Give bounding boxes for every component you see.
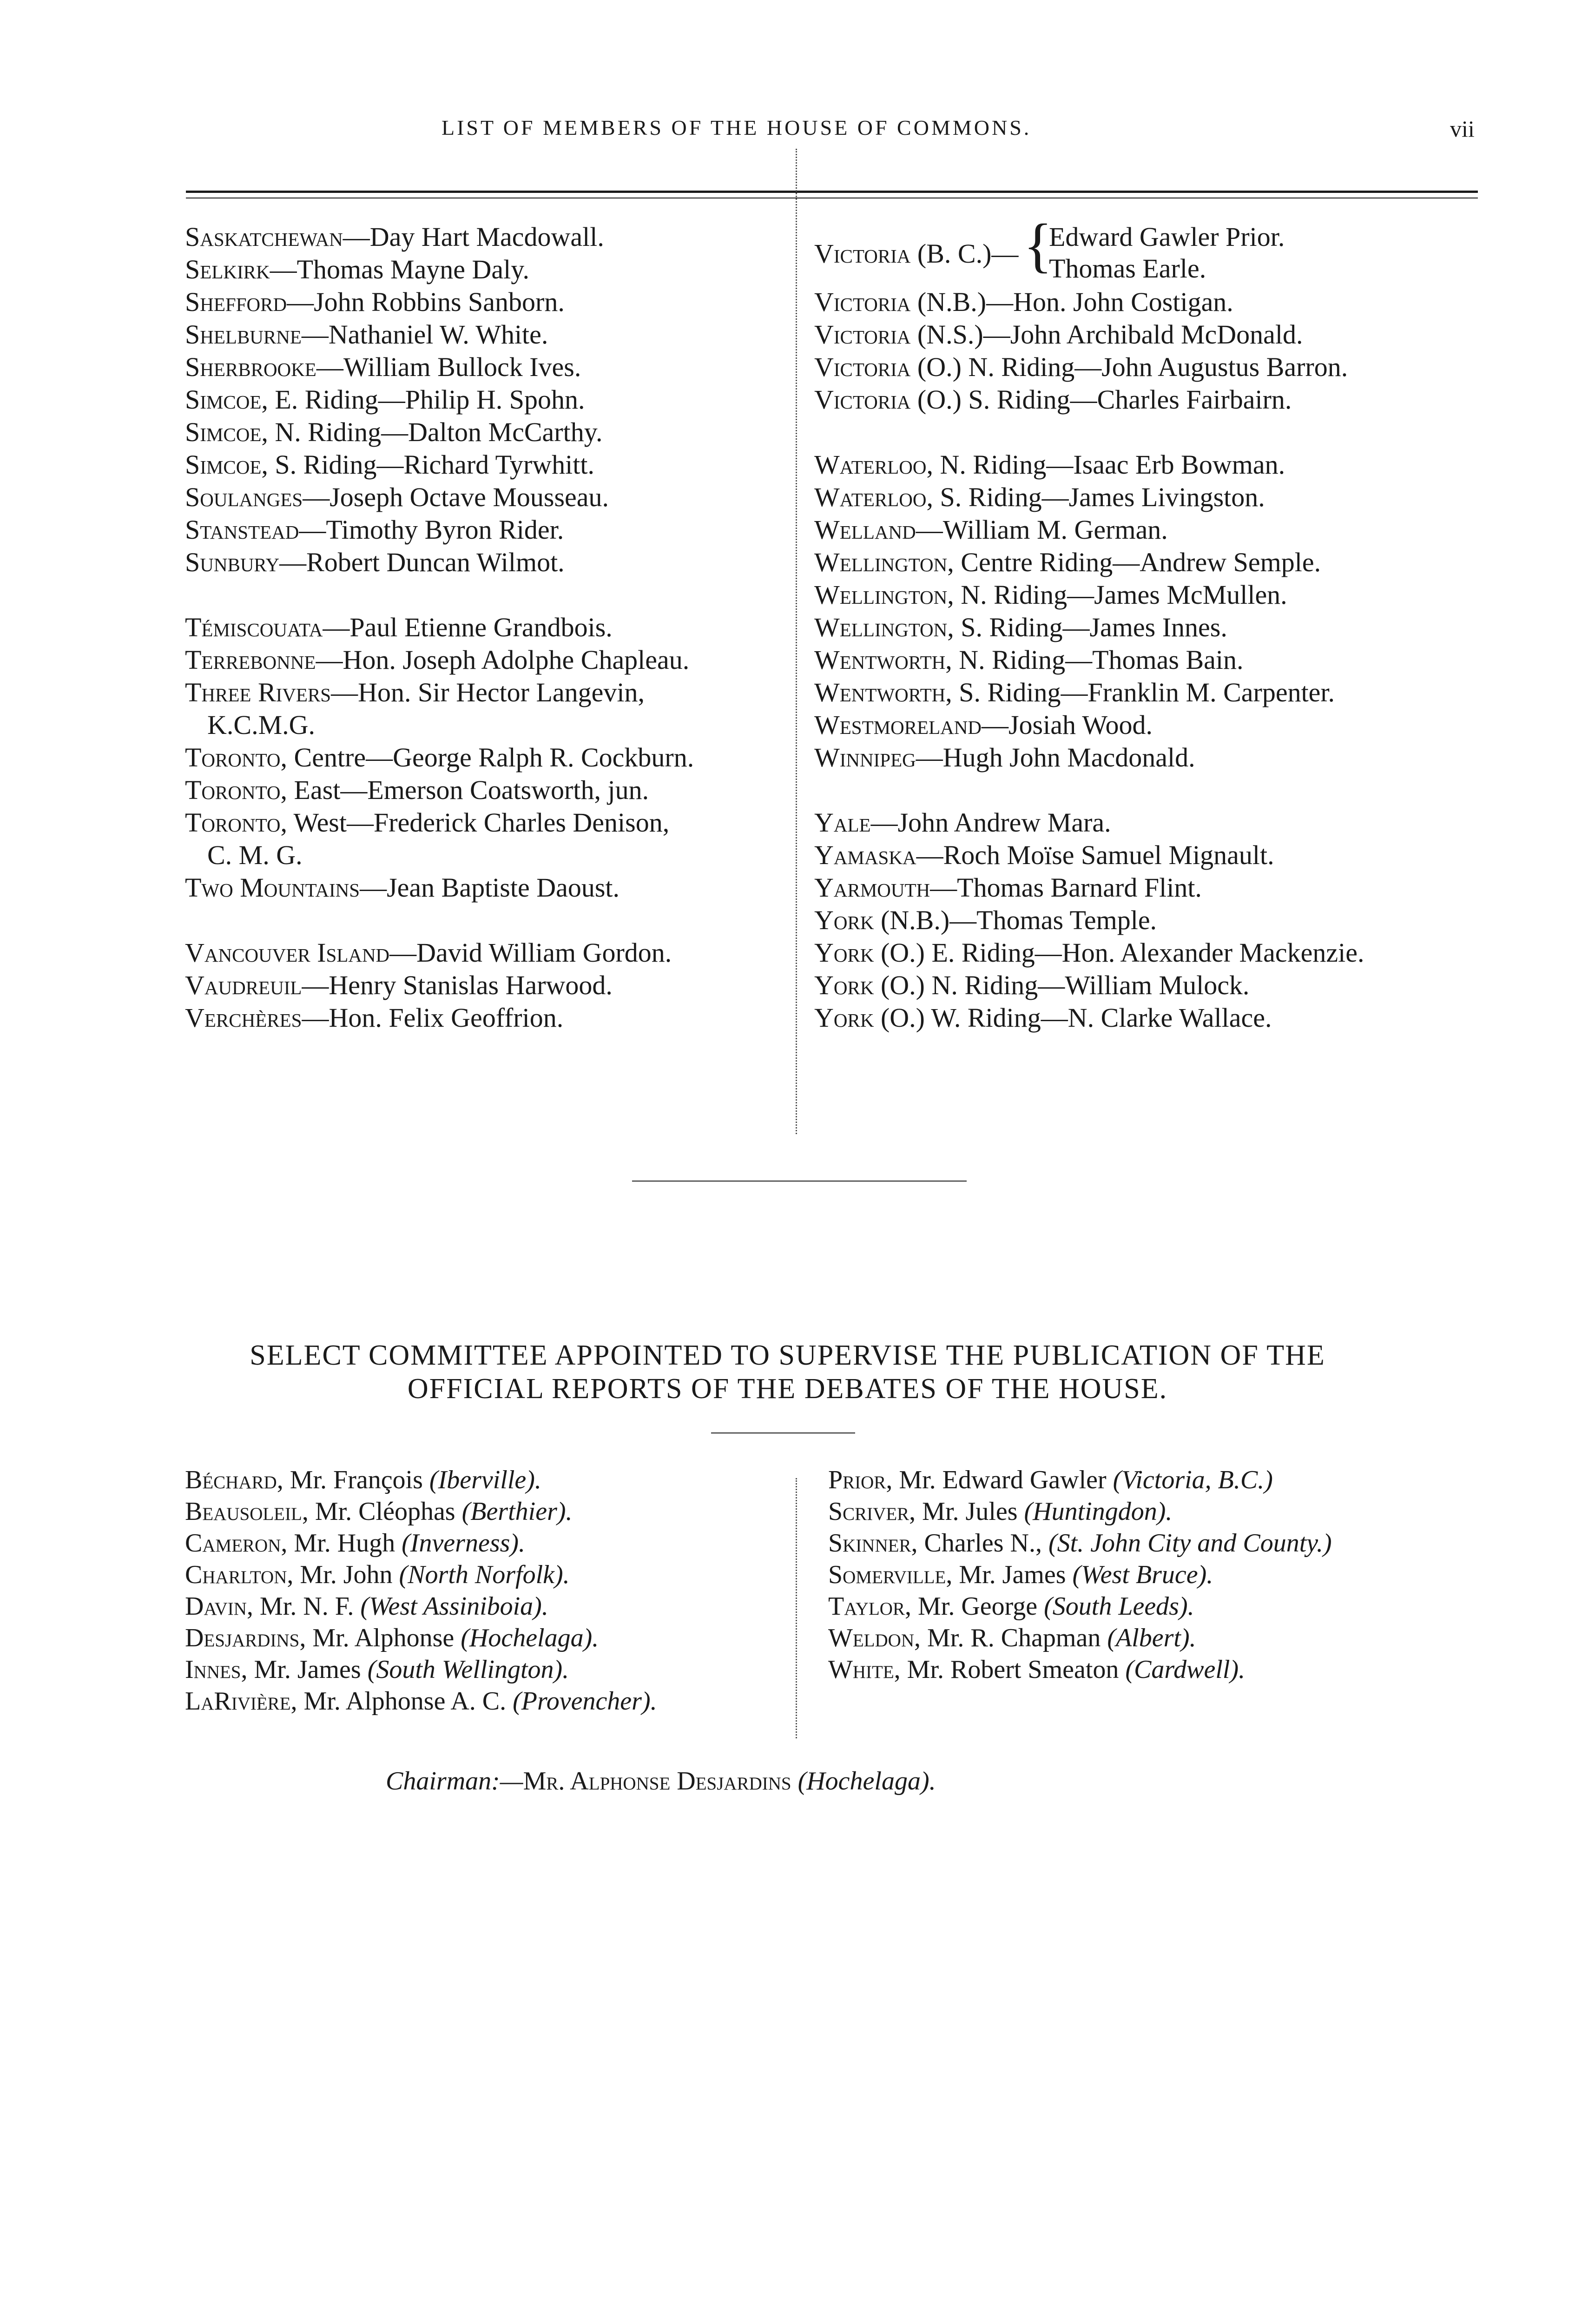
member-name: Josiah Wood.	[1008, 710, 1153, 740]
member-entry	[814, 969, 1479, 1002]
committee-name: Mr. R. Chapman	[927, 1624, 1101, 1652]
member-name: S. Riding—James Livingston.	[940, 482, 1265, 512]
member-name: (O.) N. Riding—William Mulock.	[880, 970, 1250, 1000]
member-name: (O.) E. Riding—Hon. Alexander Mackenzie.	[880, 938, 1364, 968]
section-rule	[632, 1181, 967, 1182]
separator	[874, 938, 881, 968]
constituency: Simcoe,	[185, 449, 268, 480]
committee-surname: Innes,	[185, 1655, 248, 1684]
member-entry	[814, 676, 1479, 709]
member-name: S. Riding—James Innes.	[961, 612, 1227, 642]
member-entry	[185, 514, 771, 546]
member-name: Roch Moïse Samuel Mignault.	[943, 840, 1274, 870]
constituency: Westmoreland	[814, 710, 982, 740]
committee-name: Mr. James	[254, 1655, 361, 1684]
constituency-suffix: (B. C.)—	[917, 238, 1019, 269]
member-name: Henry Stanislas Harwood.	[329, 970, 613, 1000]
committee-name: Mr. Robert Smeaton	[907, 1655, 1119, 1684]
member-name: William M. German.	[942, 515, 1168, 545]
member-entry	[185, 806, 771, 839]
constituency: York	[814, 938, 874, 968]
committee-member	[828, 1559, 1332, 1591]
committee-name: Charles N.,	[924, 1529, 1042, 1558]
separator	[933, 449, 940, 480]
member-name: Paul Etienne Grandbois.	[349, 612, 613, 642]
member-entry	[185, 416, 771, 449]
committee-riding: (West Bruce).	[1072, 1560, 1213, 1589]
member-name-continued: C. M. G.	[207, 840, 303, 870]
member-name: West—Frederick Charles Denison,	[293, 807, 670, 838]
members-list-right	[814, 212, 1479, 1034]
constituency: Three Rivers	[185, 677, 331, 707]
constituency: Soulanges	[185, 482, 303, 512]
member-entry	[814, 351, 1479, 383]
constituency: Toronto,	[185, 807, 288, 838]
member-name: S. Riding—Richard Tyrwhitt.	[275, 449, 595, 480]
member-name: Hon. Sir Hector Langevin,	[358, 677, 645, 707]
committee-riding: (Inverness).	[402, 1529, 526, 1558]
member-name: Thomas Mayne Daly.	[297, 254, 529, 284]
member-entry	[185, 481, 771, 514]
page-title: LIST OF MEMBERS OF THE HOUSE OF COMMONS.	[442, 116, 1032, 139]
chairman-name: Mr. Alphonse Desjardins	[523, 1767, 791, 1796]
committee-riding: (Huntingdon).	[1024, 1497, 1173, 1526]
member-entry	[185, 937, 771, 969]
member-name: N. Riding—James McMullen.	[961, 580, 1287, 610]
member-entry	[185, 676, 771, 709]
member-name: Hon. Joseph Adolphe Chapleau.	[343, 645, 690, 675]
separator	[287, 775, 294, 805]
committee-surname: Skinner,	[828, 1529, 918, 1558]
member-name: Day Hart Macdowall.	[369, 222, 604, 252]
member-entry	[185, 286, 771, 318]
constituency: Winnipeg	[814, 742, 916, 772]
separator: —	[323, 612, 350, 642]
separator: —	[302, 1003, 329, 1033]
constituency: Sherbrooke	[185, 352, 316, 382]
member-name: Timothy Byron Rider.	[326, 515, 564, 545]
committee-riding: (Hochelaga).	[461, 1624, 599, 1652]
committee-riding: (South Wellington).	[367, 1655, 569, 1684]
member-entry	[185, 872, 771, 904]
member-entry	[814, 514, 1479, 546]
member-entry	[814, 481, 1479, 514]
chairman-label: Chairman:—	[386, 1767, 523, 1796]
constituency: Shefford	[185, 287, 287, 317]
separator	[910, 352, 917, 382]
separator: —	[302, 970, 329, 1000]
separator	[933, 482, 940, 512]
constituency: Victoria	[814, 319, 911, 350]
separator: —	[301, 319, 329, 350]
section-gap	[185, 579, 771, 611]
separator	[874, 905, 881, 935]
member-name: John Robbins Sanborn.	[314, 287, 565, 317]
separator: —	[343, 222, 370, 252]
committee-member	[828, 1654, 1332, 1685]
member-entry	[814, 546, 1479, 579]
constituency: Victoria	[814, 287, 911, 317]
member-entry	[814, 318, 1479, 351]
committee-member	[828, 1496, 1332, 1527]
committee-name: Mr. James	[959, 1560, 1066, 1589]
constituency: York	[814, 1003, 874, 1033]
member-entry	[814, 383, 1479, 416]
member-name: Hon. Felix Geoffrion.	[329, 1003, 564, 1033]
separator	[954, 547, 961, 577]
separator: —	[930, 872, 957, 903]
member-entry	[185, 611, 771, 644]
committee-surname: Cameron,	[185, 1529, 288, 1558]
separator: —	[981, 710, 1008, 740]
committee-name: Mr. Cléophas	[315, 1497, 455, 1526]
brace-glyph: {	[1023, 212, 1053, 279]
separator: —	[331, 677, 358, 707]
separator	[952, 677, 959, 707]
committee-surname: Beausoleil,	[185, 1497, 309, 1526]
constituency: York	[814, 905, 874, 935]
committee-member	[185, 1496, 657, 1527]
member-name: S. Riding—Franklin M. Carpenter.	[959, 677, 1335, 707]
member-entry	[814, 611, 1479, 644]
constituency: Yamaska	[814, 840, 916, 870]
committee-surname: Weldon,	[828, 1624, 921, 1652]
section-gap	[814, 774, 1479, 806]
separator: —	[299, 515, 326, 545]
member-entry	[185, 774, 771, 806]
separator	[910, 384, 917, 415]
separator: —	[303, 482, 330, 512]
member-name: Centre Riding—Andrew Semple.	[961, 547, 1321, 577]
constituency: Toronto,	[185, 775, 288, 805]
constituency: Wentworth,	[814, 677, 952, 707]
member-entry	[185, 449, 771, 481]
member-entry	[185, 644, 771, 676]
separator	[268, 417, 275, 447]
member-entry	[185, 1002, 771, 1034]
constituency: Simcoe,	[185, 417, 268, 447]
member-name: East—Emerson Coatsworth, jun.	[294, 775, 649, 805]
section-gap	[814, 416, 1479, 449]
separator: —	[916, 742, 943, 772]
member-entry	[185, 546, 771, 579]
constituency: Toronto,	[185, 742, 288, 772]
committee-member	[828, 1527, 1332, 1559]
committee-name: Mr. Alphonse A. C.	[303, 1687, 507, 1716]
separator	[954, 612, 961, 642]
separator: —	[316, 352, 343, 382]
constituency: Terrebonne	[185, 645, 316, 675]
committee-name: Mr. Jules	[922, 1497, 1018, 1526]
separator	[910, 319, 917, 350]
constituency: Victoria	[814, 352, 911, 382]
page-number: vii	[1450, 116, 1475, 142]
committee-divider	[796, 1478, 797, 1738]
member-name: David William Gordon.	[416, 938, 672, 968]
committee-riding: (Provencher).	[513, 1687, 657, 1716]
column-divider	[796, 149, 797, 1134]
member-name: William Bullock Ives.	[343, 352, 581, 382]
committee-riding: (Victoria, B.C.)	[1113, 1466, 1273, 1494]
member-entry	[814, 741, 1479, 774]
separator	[287, 742, 294, 772]
constituency: Sunbury	[185, 547, 280, 577]
committee-name: Mr. N. F.	[259, 1592, 354, 1621]
separator: —	[870, 807, 898, 838]
chairman-riding: (Hochelaga).	[797, 1767, 936, 1796]
committee-name: Mr. François	[290, 1466, 423, 1494]
member-entry	[814, 937, 1479, 969]
separator: —	[389, 938, 417, 968]
member-name: N. Riding—Thomas Bain.	[959, 645, 1244, 675]
committee-riding: (Cardwell).	[1125, 1655, 1246, 1684]
separator	[287, 807, 293, 838]
committee-name: Mr. Edward Gawler	[899, 1466, 1107, 1494]
page-header	[0, 115, 1575, 152]
member-entry	[185, 741, 771, 774]
member-name: Jean Baptiste Daoust.	[387, 872, 620, 903]
constituency: Victoria	[814, 238, 911, 269]
separator: —	[360, 872, 387, 903]
constituency: Saskatchewan	[185, 222, 343, 252]
constituency: Welland	[814, 515, 916, 545]
member-entry	[185, 351, 771, 383]
member-entry	[814, 709, 1479, 741]
member-name: Robert Duncan Wilmot.	[306, 547, 565, 577]
committee-member	[185, 1591, 657, 1622]
member-entry	[185, 253, 771, 286]
member-name: (O.) S. Riding—Charles Fairbairn.	[917, 384, 1292, 415]
separator: —	[916, 515, 943, 545]
committee-member	[185, 1685, 657, 1717]
constituency: Yarmouth	[814, 872, 930, 903]
committee-surname: White,	[828, 1655, 901, 1684]
member-entry	[185, 221, 771, 253]
member-name: Hugh John Macdonald.	[942, 742, 1195, 772]
member-name: (O.) W. Riding—N. Clarke Wallace.	[880, 1003, 1272, 1033]
separator	[874, 970, 881, 1000]
constituency: Vancouver Island	[185, 938, 390, 968]
separator	[268, 384, 275, 415]
member-name: Edward Gawler Prior.	[1049, 222, 1285, 252]
committee-surname: Taylor,	[828, 1592, 911, 1621]
constituency: Stanstead	[185, 515, 299, 545]
constituency: Waterloo,	[814, 449, 934, 480]
member-name: John Andrew Mara.	[897, 807, 1111, 838]
committee-list-right	[828, 1464, 1332, 1685]
member-entry	[185, 969, 771, 1002]
committee-surname: LaRivière,	[185, 1687, 297, 1716]
victoria-bc-entry	[814, 212, 1479, 286]
separator	[268, 449, 275, 480]
constituency: Wentworth,	[814, 645, 952, 675]
member-name: (N.B.)—Thomas Temple.	[880, 905, 1157, 935]
member-name: Thomas Earle.	[1049, 253, 1206, 284]
member-entry	[814, 904, 1479, 937]
committee-surname: Charlton,	[185, 1560, 294, 1589]
committee-surname: Somerville,	[828, 1560, 953, 1589]
member-name: Nathaniel W. White.	[328, 319, 548, 350]
committee-name: Mr. Alphonse	[312, 1624, 455, 1652]
committee-member	[828, 1591, 1332, 1622]
constituency: York	[814, 970, 874, 1000]
member-name: N. Riding—Dalton McCarthy.	[275, 417, 603, 447]
constituency: Wellington,	[814, 547, 954, 577]
committee-surname: Scriver,	[828, 1497, 916, 1526]
member-name: E. Riding—Philip H. Spohn.	[275, 384, 585, 415]
header-rule-top	[186, 191, 1478, 193]
members-list-left	[185, 221, 771, 1034]
member-name-continued: K.C.M.G.	[207, 710, 316, 740]
separator	[874, 1003, 881, 1033]
member-name: (N.S.)—John Archibald McDonald.	[917, 319, 1303, 350]
constituency: Waterloo,	[814, 482, 934, 512]
committee-riding: (Berthier).	[461, 1497, 573, 1526]
member-name: (N.B.)—Hon. John Costigan.	[917, 287, 1233, 317]
separator	[954, 580, 961, 610]
separator: —	[916, 840, 943, 870]
constituency: Témiscouata	[185, 612, 323, 642]
member-entry	[814, 1002, 1479, 1034]
committee-name: Mr. John	[300, 1560, 393, 1589]
committee-member	[185, 1622, 657, 1654]
member-entry	[814, 872, 1479, 904]
member-entry	[814, 806, 1479, 839]
member-entry	[814, 644, 1479, 676]
constituency: Wellington,	[814, 580, 954, 610]
committee-name: Mr. Hugh	[294, 1529, 395, 1558]
section-gap	[185, 904, 771, 937]
committee-riding: (North Norfolk).	[399, 1560, 570, 1589]
member-entry	[814, 839, 1479, 872]
committee-surname: Prior,	[828, 1466, 893, 1494]
constituency: Victoria	[814, 384, 911, 415]
committee-riding: (St. John City and County.)	[1048, 1529, 1332, 1558]
member-entry	[814, 286, 1479, 318]
committee-name: Mr. George	[917, 1592, 1038, 1621]
committee-riding: (West Assiniboia).	[360, 1592, 548, 1621]
committee-surname: Davin,	[185, 1592, 253, 1621]
committee-member	[185, 1559, 657, 1591]
separator: —	[316, 645, 343, 675]
member-name: N. Riding—Isaac Erb Bowman.	[940, 449, 1285, 480]
separator: —	[279, 547, 307, 577]
separator: —	[270, 254, 297, 284]
constituency: Simcoe,	[185, 384, 268, 415]
member-name: Joseph Octave Mousseau.	[329, 482, 609, 512]
committee-member	[828, 1464, 1332, 1496]
separator	[910, 287, 917, 317]
committee-member	[185, 1654, 657, 1685]
committee-riding: (Albert).	[1107, 1624, 1196, 1652]
constituency: Yale	[814, 807, 871, 838]
member-entry	[185, 318, 771, 351]
separator	[952, 645, 959, 675]
committee-member	[828, 1622, 1332, 1654]
member-entry	[814, 579, 1479, 611]
constituency: Verchères	[185, 1003, 302, 1033]
chairman-line	[386, 1766, 936, 1796]
committee-riding: (South Leeds).	[1044, 1592, 1194, 1621]
committee-riding: (Iberville).	[429, 1466, 541, 1494]
constituency: Wellington,	[814, 612, 954, 642]
separator: —	[287, 287, 314, 317]
constituency: Selkirk	[185, 254, 270, 284]
member-entry	[185, 383, 771, 416]
member-name: Centre—George Ralph R. Cockburn.	[294, 742, 694, 772]
member-entry	[814, 449, 1479, 481]
constituency: Two Mountains	[185, 872, 360, 903]
member-name: Thomas Barnard Flint.	[957, 872, 1202, 903]
committee-surname: Desjardins,	[185, 1624, 306, 1652]
committee-title: SELECT COMMITTEE APPOINTED TO SUPERVISE THE PUBLICATION OF THE OFFICIAL REPORTS OF THE DEBATES OF THE HOUSE.	[250, 1340, 1325, 1405]
committee-list-left	[185, 1464, 657, 1717]
constituency: Vaudreuil	[185, 970, 302, 1000]
committee-member	[185, 1527, 657, 1559]
constituency: Shelburne	[185, 319, 302, 350]
committee-surname: Béchard,	[185, 1466, 283, 1494]
member-name: (O.) N. Riding—John Augustus Barron.	[917, 352, 1348, 382]
committee-member	[185, 1464, 657, 1496]
